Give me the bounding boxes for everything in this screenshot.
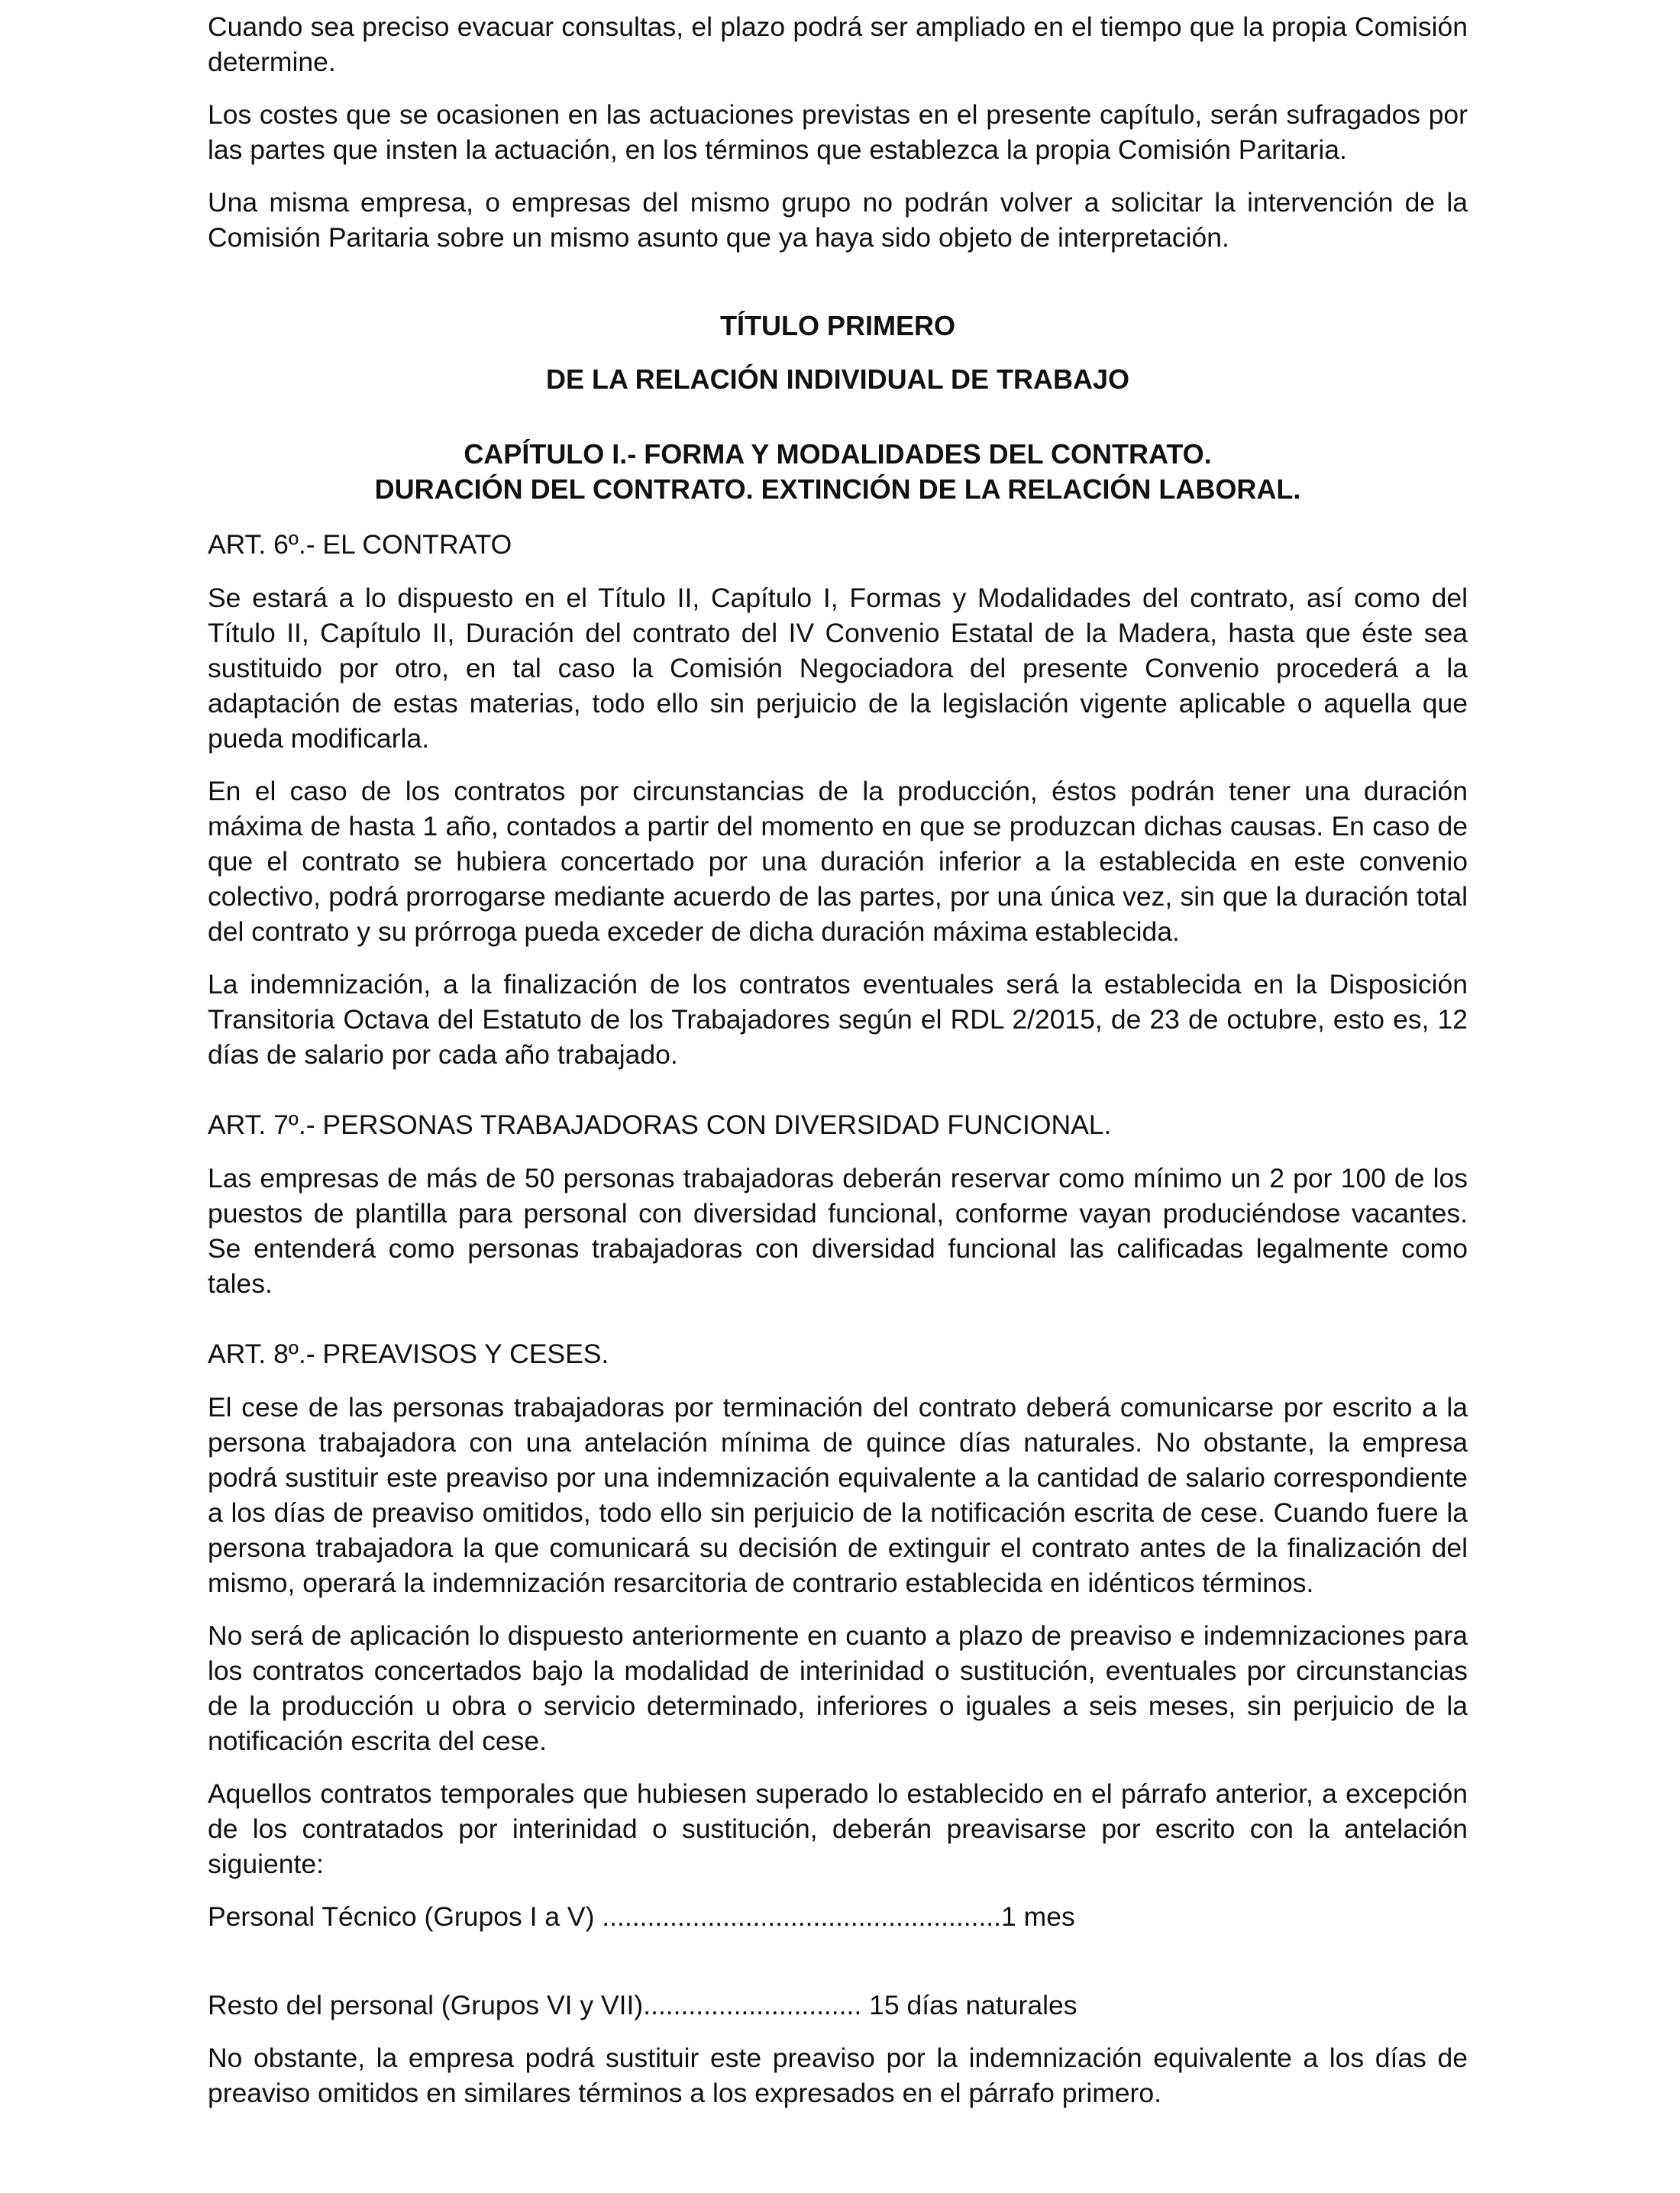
art-8-heading: ART. 8º.- PREAVISOS Y CESES.	[208, 1339, 609, 1369]
art-6-paragraph-2: En el caso de los contratos por circunstancias de la producción, éstos podrán tener una duración máxima de hasta 1 año, contados a partir del momento en que se produzcan dichas causas. En caso de que el contrato se hubiera concertado por una duración inferior a la establecida en este convenio colectivo, podrá prorrogarse mediante acuerdo de las partes, por una única vez, sin que la duración total del contrato y su prórroga pueda exceder de dicha duración máxima establecida.	[208, 776, 1468, 947]
intro-paragraph-2: Los costes que se ocasionen en las actuaciones previstas en el presente capítulo, serán sufragados por las partes que insten la actuación, en los términos que establezca la propia Comisión Paritaria.	[208, 99, 1468, 165]
chapter-heading-line-2: DURACIÓN DEL CONTRATO. EXTINCIÓN DE LA RELACIÓN LABORAL.	[374, 473, 1301, 505]
art-7-heading: ART. 7º.- PERSONAS TRABAJADORAS CON DIVERSIDAD FUNCIONAL.	[208, 1109, 1112, 1140]
art-7-paragraph-1: Las empresas de más de 50 personas trabajadoras deberán reservar como mínimo un 2 por 100 de los puestos de plantilla para personal con diversidad funcional, conforme vayan produciéndose vacantes. Se entenderá como personas trabajadoras con diversidad funcional las calificadas legalmente como tales.	[208, 1163, 1468, 1299]
notice-line-tecnico: Personal Técnico (Grupos I a V) .....................................................1 mes	[208, 1901, 1075, 1932]
intro-paragraph-3: Una misma empresa, o empresas del mismo grupo no podrán volver a solicitar la intervención de la Comisión Paritaria sobre un mismo asunto que ya haya sido objeto de interpretación.	[208, 187, 1468, 253]
notice-line-resto: Resto del personal (Grupos VI y VII)............................. 15 días naturales	[208, 1990, 1077, 2020]
intro-paragraph-1: Cuando sea preciso evacuar consultas, el plazo podrá ser ampliado en el tiempo que la propia Comisión determine.	[208, 11, 1468, 77]
art-6-paragraph-1: Se estará a lo dispuesto en el Título II, Capítulo I, Formas y Modalidades del contrato, así como del Título II, Capítulo II, Duración del contrato del IV Convenio Estatal de la Madera, hasta que éste sea sustituido por otro, en tal caso la Comisión Negociadora del presente Convenio procederá a la adaptación de estas materias, todo ello sin perjuicio de la legislación vigente aplicable o aquella que pueda modificarla.	[208, 583, 1468, 754]
title-primero: TÍTULO PRIMERO	[720, 310, 955, 341]
chapter-heading-line-1: CAPÍTULO I.- FORMA Y MODALIDADES DEL CONTRATO.	[464, 438, 1212, 470]
art-6-paragraph-3: La indemnización, a la finalización de los contratos eventuales será la establecida en la Disposición Transitoria Octava del Estatuto de los Trabajadores según el RDL 2/2015, de 23 de octubre, esto es, 12 días de salario por cada año trabajado.	[208, 969, 1468, 1070]
art-8-closing-paragraph: No obstante, la empresa podrá sustituir este preaviso por la indemnización equivalente a los días de preaviso omitidos en similares términos a los expresados en el párrafo primero.	[208, 2043, 1468, 2108]
title-relacion-individual: DE LA RELACIÓN INDIVIDUAL DE TRABAJO	[545, 363, 1130, 395]
art-8-paragraph-1: El cese de las personas trabajadoras por terminación del contrato deberá comunicarse por escrito a la persona trabajadora con una antelación mínima de quince días naturales. No obstante, la empresa podrá sustituir este preaviso por una indemnización equivalente a la cantidad de salario correspondiente a los días de preaviso omitidos, todo ello sin perjuicio de la notificación escrita de cese. Cuando fuere la persona trabajadora la que comunicará su decisión de extinguir el contrato antes de la finalización del mismo, operará la indemnización resarcitoria de contrario establecida en idénticos términos.	[208, 1392, 1468, 1598]
art-8-paragraph-2: No será de aplicación lo dispuesto anteriormente en cuanto a plazo de preaviso e indemnizaciones para los contratos concertados bajo la modalidad de interinidad o sustitución, eventuales por circunstancias de la producción u obra o servicio determinado, inferiores o iguales a seis meses, sin perjuicio de la notificación escrita del cese.	[208, 1620, 1468, 1756]
document-page	[208, 9, 1468, 2128]
art-6-heading: ART. 6º.- EL CONTRATO	[208, 529, 512, 560]
art-8-paragraph-3: Aquellos contratos temporales que hubiesen superado lo establecido en el párrafo anterior, a excepción de los contratados por interinidad o sustitución, deberán preavisarse por escrito con la antelación siguiente:	[208, 1778, 1468, 1879]
section-spacer	[208, 273, 1468, 308]
